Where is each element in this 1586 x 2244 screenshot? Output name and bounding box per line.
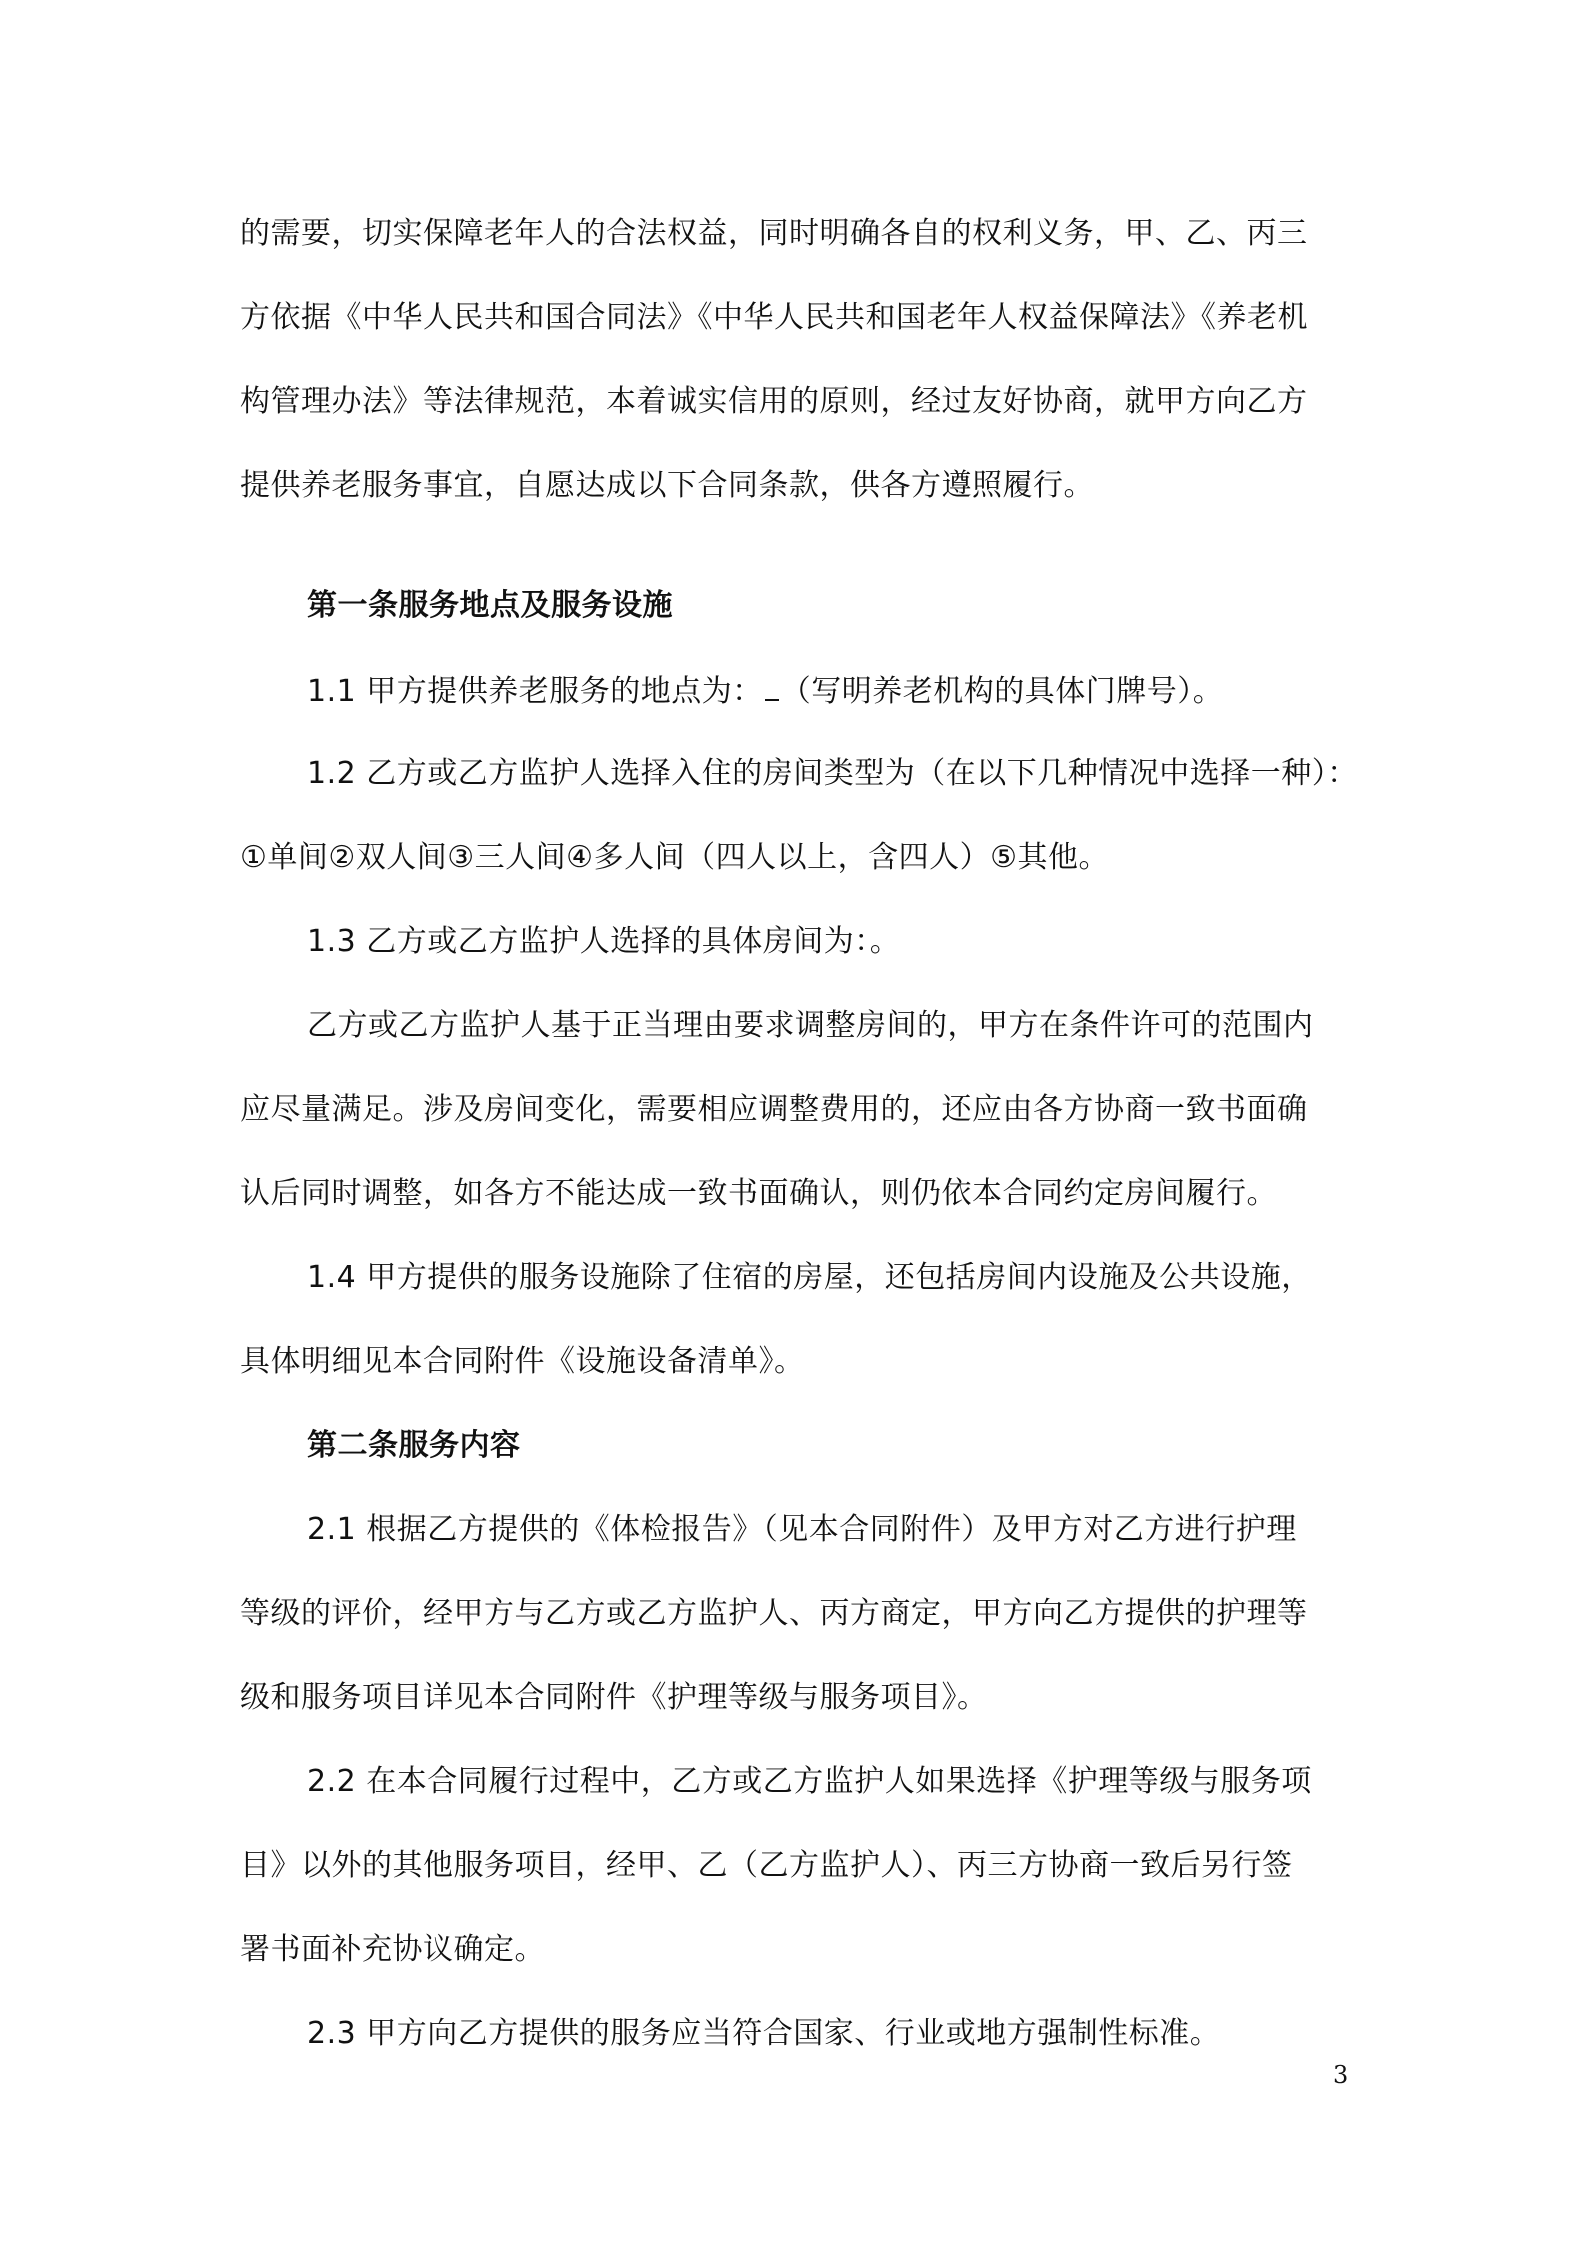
paragraph-line: 具体明细见本合同附件《设施设备清单》。 bbox=[240, 1344, 805, 1379]
paragraph-line: 等级的评价，经甲方与乙方或乙方监护人、丙方商定，甲方向乙方提供的护理等 bbox=[240, 1596, 1308, 1631]
paragraph-line: 方依据《中华人民共和国合同法》《中华人民共和国老年人权益保障法》《养老机 bbox=[240, 300, 1308, 335]
paragraph-line: 乙方或乙方监护人基于正当理由要求调整房间的，甲方在条件许可的范围内 bbox=[307, 1008, 1314, 1043]
paragraph-line: 认后同时调整，如各方不能达成一致书面确认，则仍依本合同约定房间履行。 bbox=[240, 1176, 1277, 1211]
clause-text: 1.1 甲方提供养老服务的地点为： bbox=[307, 674, 763, 709]
clause-line: 2.1 根据乙方提供的《体检报告》（见本合同附件）及甲方对乙方进行护理 bbox=[307, 1512, 1297, 1547]
paragraph-line: ①单间②双人间③三人间④多人间（四人以上，含四人）⑤其他。 bbox=[240, 840, 1109, 875]
clause-text: （写明养老机构的具体门牌号）。 bbox=[780, 674, 1224, 709]
clause-line: 1.2 乙方或乙方监护人选择入住的房间类型为（在以下几种情况中选择一种）： bbox=[307, 756, 1358, 791]
page-number: 3 bbox=[1333, 2061, 1349, 2089]
clause-line: 2.3 甲方向乙方提供的服务应当符合国家、行业或地方强制性标准。 bbox=[307, 2016, 1221, 2051]
clause-line: 1.3 乙方或乙方监护人选择的具体房间为：。 bbox=[307, 924, 901, 959]
paragraph-line: 应尽量满足。涉及房间变化，需要相应调整费用的，还应由各方协商一致书面确 bbox=[240, 1092, 1308, 1127]
paragraph-line: 构管理办法》等法律规范，本着诚实信用的原则，经过友好协商，就甲方向乙方 bbox=[240, 384, 1308, 419]
paragraph-line: 目》以外的其他服务项目，经甲、乙（乙方监护人）、丙三方协商一致后另行签 bbox=[240, 1848, 1293, 1883]
clause-line bbox=[307, 669, 1427, 713]
section-heading: 第一条服务地点及服务设施 bbox=[307, 588, 673, 623]
clause-line: 1.4 甲方提供的服务设施除了住宿的房屋，还包括房间内设施及公共设施， bbox=[307, 1260, 1312, 1295]
blank-field bbox=[765, 669, 779, 701]
section-heading: 第二条服务内容 bbox=[307, 1428, 521, 1463]
paragraph-line: 级和服务项目详见本合同附件《护理等级与服务项目》。 bbox=[240, 1680, 988, 1715]
paragraph-line: 提供养老服务事宜，自愿达成以下合同条款，供各方遵照履行。 bbox=[240, 468, 1094, 503]
clause-line: 2.2 在本合同履行过程中，乙方或乙方监护人如果选择《护理等级与服务项 bbox=[307, 1764, 1312, 1799]
paragraph-line: 署书面补充协议确定。 bbox=[240, 1932, 545, 1967]
paragraph-line: 的需要，切实保障老年人的合法权益，同时明确各自的权利义务，甲、乙、丙三 bbox=[240, 216, 1308, 251]
